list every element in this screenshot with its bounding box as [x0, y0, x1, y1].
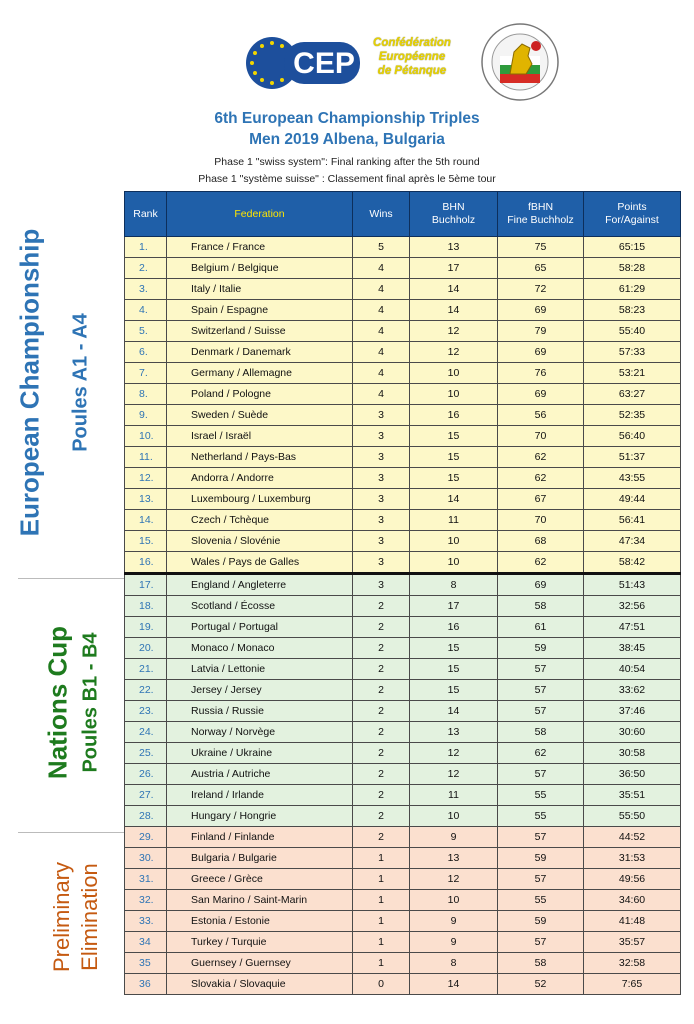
wins-cell: 3 [353, 447, 410, 468]
column-header-points [584, 192, 681, 237]
fbhn-cell: 58 [498, 953, 584, 974]
fbhn-cell: 62 [498, 743, 584, 764]
bhn-cell: 14 [410, 974, 498, 995]
bhn-cell: 12 [410, 869, 498, 890]
federation-cell: Belgium / Belgique [167, 258, 353, 279]
wins-cell: 2 [353, 680, 410, 701]
table-row [125, 764, 681, 785]
wins-cell: 2 [353, 827, 410, 848]
table-row [125, 848, 681, 869]
table-row [125, 426, 681, 447]
table-row [125, 932, 681, 953]
rank-cell: 32. [125, 890, 167, 911]
fbhn-cell: 62 [498, 552, 584, 574]
rank-cell: 30. [125, 848, 167, 869]
rank-cell: 27. [125, 785, 167, 806]
column-header-federation: Federation [167, 192, 353, 237]
rank-cell: 17. [125, 574, 167, 596]
column-header-fbhn-line2: Fine Buchholz [507, 214, 574, 226]
rank-cell: 24. [125, 722, 167, 743]
cep-logo [244, 34, 362, 92]
page-title: 6th European Championship Triples [214, 110, 480, 127]
points-cell: 30:58 [584, 743, 681, 764]
fbhn-cell: 55 [498, 806, 584, 827]
bhn-cell: 13 [410, 237, 498, 258]
fbhn-cell: 58 [498, 722, 584, 743]
rank-cell: 29. [125, 827, 167, 848]
phase-description-fr: Phase 1 "système suisse" : Classement final après le 5ème tour [198, 173, 496, 185]
wins-cell: 3 [353, 552, 410, 574]
bhn-cell: 9 [410, 827, 498, 848]
bhn-cell: 15 [410, 426, 498, 447]
bhn-cell: 15 [410, 447, 498, 468]
table-row [125, 321, 681, 342]
federation-cell: France / France [167, 237, 353, 258]
cep-name-line: Européenne [378, 51, 446, 63]
wins-cell: 0 [353, 974, 410, 995]
side-label-nations-cup [0, 579, 120, 832]
federation-cell: Slovenia / Slovénie [167, 531, 353, 552]
wins-cell: 3 [353, 531, 410, 552]
federation-cell: Guernsey / Guernsey [167, 953, 353, 974]
wins-cell: 5 [353, 237, 410, 258]
column-header-points-line2: For/Against [605, 214, 659, 226]
wins-cell: 1 [353, 869, 410, 890]
rank-cell: 11. [125, 447, 167, 468]
table-row [125, 363, 681, 384]
fbhn-cell: 72 [498, 279, 584, 300]
fbhn-cell: 57 [498, 764, 584, 785]
bhn-cell: 12 [410, 764, 498, 785]
table-row [125, 468, 681, 489]
rank-cell: 26. [125, 764, 167, 785]
wins-cell: 1 [353, 932, 410, 953]
side-label-european-championship [0, 191, 120, 578]
fbhn-cell: 62 [498, 447, 584, 468]
wins-cell: 1 [353, 890, 410, 911]
table-row [125, 743, 681, 764]
bhn-cell: 10 [410, 806, 498, 827]
federation-cell: Germany / Allemagne [167, 363, 353, 384]
rank-cell: 1. [125, 237, 167, 258]
wins-cell: 1 [353, 911, 410, 932]
bhn-cell: 9 [410, 911, 498, 932]
federation-cell: Portugal / Portugal [167, 617, 353, 638]
table-row [125, 384, 681, 405]
bhn-cell: 12 [410, 743, 498, 764]
table-header-row [125, 192, 681, 237]
rank-cell: 13. [125, 489, 167, 510]
table-row [125, 258, 681, 279]
points-cell: 43:55 [584, 468, 681, 489]
points-cell: 61:29 [584, 279, 681, 300]
bhn-cell: 13 [410, 722, 498, 743]
points-cell: 49:44 [584, 489, 681, 510]
table-row [125, 405, 681, 426]
fbhn-cell: 68 [498, 531, 584, 552]
federation-cell: Czech / Tchèque [167, 510, 353, 531]
table-row [125, 890, 681, 911]
column-header-points-line1: Points [617, 201, 647, 213]
table-row [125, 722, 681, 743]
points-cell: 57:33 [584, 342, 681, 363]
column-header-wins: Wins [353, 192, 410, 237]
federation-cell: Italy / Italie [167, 279, 353, 300]
federation-cell: Ireland / Irlande [167, 785, 353, 806]
bhn-cell: 16 [410, 617, 498, 638]
rank-cell: 8. [125, 384, 167, 405]
bhn-cell: 13 [410, 848, 498, 869]
fbhn-cell: 62 [498, 468, 584, 489]
federation-cell: Ukraine / Ukraine [167, 743, 353, 764]
federation-cell: Finland / Finlande [167, 827, 353, 848]
wins-cell: 2 [353, 617, 410, 638]
federation-cell: Wales / Pays de Galles [167, 552, 353, 574]
wins-cell: 2 [353, 785, 410, 806]
fbhn-cell: 69 [498, 574, 584, 596]
points-cell: 65:15 [584, 237, 681, 258]
points-cell: 47:34 [584, 531, 681, 552]
wins-cell: 1 [353, 848, 410, 869]
points-cell: 7:65 [584, 974, 681, 995]
page-subtitle: Men 2019 Albena, Bulgaria [249, 131, 445, 148]
fbhn-cell: 59 [498, 638, 584, 659]
wins-cell: 4 [353, 279, 410, 300]
rank-cell: 6. [125, 342, 167, 363]
table-row [125, 489, 681, 510]
federation-cell: Denmark / Danemark [167, 342, 353, 363]
points-cell: 58:23 [584, 300, 681, 321]
column-header-bhn-line2: Buchholz [431, 214, 476, 226]
bhn-cell: 14 [410, 279, 498, 300]
fbhn-cell: 69 [498, 342, 584, 363]
wins-cell: 3 [353, 468, 410, 489]
bhn-cell: 14 [410, 489, 498, 510]
table-row [125, 617, 681, 638]
rank-cell: 2. [125, 258, 167, 279]
points-cell: 31:53 [584, 848, 681, 869]
wins-cell: 4 [353, 300, 410, 321]
federation-cell: Bulgaria / Bulgarie [167, 848, 353, 869]
elimination-label: Elimination [77, 863, 102, 971]
federation-cell: Switzerland / Suisse [167, 321, 353, 342]
rank-cell: 23. [125, 701, 167, 722]
bhn-cell: 10 [410, 552, 498, 574]
federation-cell: Slovakia / Slovaquie [167, 974, 353, 995]
federation-cell: Monaco / Monaco [167, 638, 353, 659]
rank-cell: 22. [125, 680, 167, 701]
fbhn-cell: 52 [498, 974, 584, 995]
points-cell: 32:58 [584, 953, 681, 974]
federation-cell: Sweden / Suède [167, 405, 353, 426]
wins-cell: 3 [353, 426, 410, 447]
wins-cell: 2 [353, 659, 410, 680]
poules-a-label: Poules A1 - A4 [69, 313, 92, 452]
fbhn-cell: 70 [498, 426, 584, 447]
table-row [125, 659, 681, 680]
wins-cell: 4 [353, 342, 410, 363]
federation-cell: Norway / Norvège [167, 722, 353, 743]
fbhn-cell: 57 [498, 932, 584, 953]
fbhn-cell: 69 [498, 384, 584, 405]
federation-cell: Hungary / Hongrie [167, 806, 353, 827]
fbhn-cell: 59 [498, 848, 584, 869]
points-cell: 37:46 [584, 701, 681, 722]
points-cell: 52:35 [584, 405, 681, 426]
wins-cell: 3 [353, 510, 410, 531]
bhn-cell: 10 [410, 890, 498, 911]
phase-description-en: Phase 1 "swiss system": Final ranking after the 5th round [214, 156, 480, 168]
points-cell: 55:40 [584, 321, 681, 342]
rank-cell: 9. [125, 405, 167, 426]
column-header-fbhn-line1: fBHN [527, 201, 554, 213]
fbhn-cell: 67 [498, 489, 584, 510]
rank-cell: 12. [125, 468, 167, 489]
wins-cell: 2 [353, 743, 410, 764]
points-cell: 56:41 [584, 510, 681, 531]
federation-cell: Turkey / Turquie [167, 932, 353, 953]
rank-cell: 28. [125, 806, 167, 827]
column-header-fbhn [498, 192, 584, 237]
european-championship-label: European Championship [14, 228, 45, 537]
bhn-cell: 8 [410, 953, 498, 974]
wins-cell: 4 [353, 384, 410, 405]
rank-cell: 21. [125, 659, 167, 680]
wins-cell: 3 [353, 489, 410, 510]
ranking-table [124, 191, 681, 995]
poules-b-label: Poules B1 - B4 [79, 632, 102, 773]
wins-cell: 2 [353, 596, 410, 617]
table-row [125, 552, 681, 574]
table-row [125, 638, 681, 659]
cep-name-line: Confédération [373, 37, 451, 49]
bhn-cell: 9 [410, 932, 498, 953]
table-row [125, 596, 681, 617]
bhn-cell: 17 [410, 596, 498, 617]
rank-cell: 19. [125, 617, 167, 638]
rank-cell: 36 [125, 974, 167, 995]
wins-cell: 2 [353, 806, 410, 827]
federation-cell: Netherland / Pays-Bas [167, 447, 353, 468]
points-cell: 44:52 [584, 827, 681, 848]
federation-cell: Israel / Israël [167, 426, 353, 447]
wins-cell: 3 [353, 574, 410, 596]
bhn-cell: 16 [410, 405, 498, 426]
federation-cell: Luxembourg / Luxemburg [167, 489, 353, 510]
points-cell: 35:57 [584, 932, 681, 953]
points-cell: 47:51 [584, 617, 681, 638]
bhn-cell: 12 [410, 342, 498, 363]
fbhn-cell: 58 [498, 596, 584, 617]
cep-name [362, 36, 462, 78]
fbhn-cell: 57 [498, 869, 584, 890]
rank-cell: 15. [125, 531, 167, 552]
fbhn-cell: 55 [498, 890, 584, 911]
bhn-cell: 14 [410, 300, 498, 321]
rank-cell: 16. [125, 552, 167, 574]
rank-cell: 5. [125, 321, 167, 342]
nations-cup-label: Nations Cup [42, 625, 73, 780]
fbhn-cell: 69 [498, 300, 584, 321]
points-cell: 51:43 [584, 574, 681, 596]
rank-cell: 35 [125, 953, 167, 974]
fbhn-cell: 56 [498, 405, 584, 426]
points-cell: 40:54 [584, 659, 681, 680]
federation-cell: Scotland / Écosse [167, 596, 353, 617]
rank-cell: 34 [125, 932, 167, 953]
cep-letters: CEP [293, 47, 355, 80]
table-row [125, 447, 681, 468]
wins-cell: 4 [353, 321, 410, 342]
federation-cell: San Marino / Saint-Marin [167, 890, 353, 911]
rank-cell: 3. [125, 279, 167, 300]
rank-cell: 31. [125, 869, 167, 890]
bhn-cell: 11 [410, 785, 498, 806]
fbhn-cell: 65 [498, 258, 584, 279]
ranking-table-body [125, 237, 681, 995]
federation-cell: Greece / Grèce [167, 869, 353, 890]
fbhn-cell: 75 [498, 237, 584, 258]
federation-cell: Russia / Russie [167, 701, 353, 722]
fbhn-cell: 59 [498, 911, 584, 932]
table-row [125, 806, 681, 827]
table-row [125, 827, 681, 848]
points-cell: 53:21 [584, 363, 681, 384]
table-row [125, 785, 681, 806]
table-row [125, 869, 681, 890]
points-cell: 58:42 [584, 552, 681, 574]
table-row [125, 953, 681, 974]
fbhn-cell: 57 [498, 659, 584, 680]
table-row [125, 531, 681, 552]
bhn-cell: 15 [410, 638, 498, 659]
fbhn-cell: 79 [498, 321, 584, 342]
column-header-bhn [410, 192, 498, 237]
points-cell: 55:50 [584, 806, 681, 827]
table-row [125, 574, 681, 596]
fbhn-cell: 57 [498, 680, 584, 701]
points-cell: 56:40 [584, 426, 681, 447]
wins-cell: 2 [353, 638, 410, 659]
wins-cell: 2 [353, 764, 410, 785]
fbhn-cell: 61 [498, 617, 584, 638]
points-cell: 35:51 [584, 785, 681, 806]
wins-cell: 2 [353, 722, 410, 743]
fbhn-cell: 57 [498, 701, 584, 722]
table-row [125, 974, 681, 995]
points-cell: 41:48 [584, 911, 681, 932]
table-row [125, 680, 681, 701]
rank-cell: 20. [125, 638, 167, 659]
bhn-cell: 15 [410, 468, 498, 489]
fbhn-cell: 55 [498, 785, 584, 806]
fbhn-cell: 57 [498, 827, 584, 848]
bhn-cell: 8 [410, 574, 498, 596]
column-header-bhn-line1: BHN [442, 201, 465, 213]
cep-name-line: de Pétanque [377, 65, 447, 77]
table-row [125, 510, 681, 531]
points-cell: 58:28 [584, 258, 681, 279]
federation-cell: Austria / Autriche [167, 764, 353, 785]
rank-cell: 14. [125, 510, 167, 531]
federation-cell: Estonia / Estonie [167, 911, 353, 932]
rank-cell: 4. [125, 300, 167, 321]
points-cell: 32:56 [584, 596, 681, 617]
wins-cell: 4 [353, 258, 410, 279]
points-cell: 34:60 [584, 890, 681, 911]
table-row [125, 342, 681, 363]
federation-cell: Andorra / Andorre [167, 468, 353, 489]
fbhn-cell: 70 [498, 510, 584, 531]
rank-cell: 33. [125, 911, 167, 932]
column-header-rank: Rank [125, 192, 167, 237]
federation-cell: Jersey / Jersey [167, 680, 353, 701]
rank-cell: 25. [125, 743, 167, 764]
wins-cell: 3 [353, 405, 410, 426]
wins-cell: 1 [353, 953, 410, 974]
rank-cell: 7. [125, 363, 167, 384]
bhn-cell: 10 [410, 363, 498, 384]
table-row [125, 300, 681, 321]
points-cell: 63:27 [584, 384, 681, 405]
table-row [125, 237, 681, 258]
bhn-cell: 14 [410, 701, 498, 722]
points-cell: 38:45 [584, 638, 681, 659]
table-row [125, 279, 681, 300]
points-cell: 30:60 [584, 722, 681, 743]
fbhn-cell: 76 [498, 363, 584, 384]
bhn-cell: 15 [410, 659, 498, 680]
bhn-cell: 10 [410, 384, 498, 405]
rank-cell: 10. [125, 426, 167, 447]
rank-cell: 18. [125, 596, 167, 617]
logo-bar [0, 22, 694, 108]
bhn-cell: 11 [410, 510, 498, 531]
wins-cell: 4 [353, 363, 410, 384]
points-cell: 51:37 [584, 447, 681, 468]
points-cell: 33:62 [584, 680, 681, 701]
federation-cell: England / Angleterre [167, 574, 353, 596]
bhn-cell: 12 [410, 321, 498, 342]
side-label-preliminary-elimination [0, 832, 120, 1004]
bhn-cell: 15 [410, 680, 498, 701]
federation-cell: Poland / Pologne [167, 384, 353, 405]
table-row [125, 701, 681, 722]
federation-cell: Spain / Espagne [167, 300, 353, 321]
table-row [125, 911, 681, 932]
bhn-cell: 17 [410, 258, 498, 279]
federation-cell: Latvia / Lettonie [167, 659, 353, 680]
preliminary-label: Preliminary [49, 861, 74, 973]
bhn-cell: 10 [410, 531, 498, 552]
wins-cell: 2 [353, 701, 410, 722]
points-cell: 49:56 [584, 869, 681, 890]
bulgarian-federation-logo [480, 22, 560, 102]
points-cell: 36:50 [584, 764, 681, 785]
